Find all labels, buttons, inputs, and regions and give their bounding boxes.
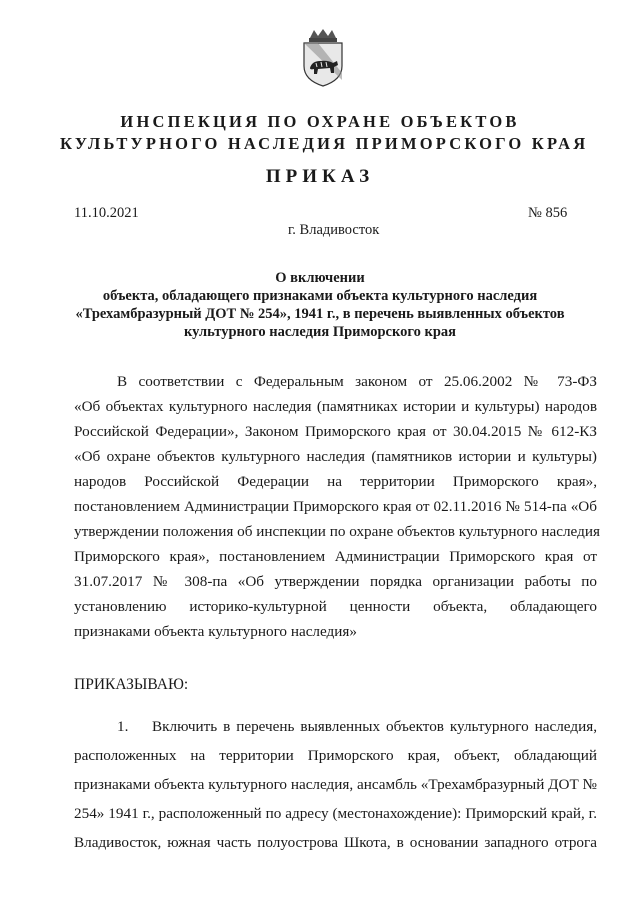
preamble-line: «Об охране объектов культурного наследия (памятников истории и культуры) [74, 448, 597, 465]
preamble-line: утверждении положения об инспекции по охране объектов культурного наследия [74, 523, 600, 540]
preamble-line: установлению историко-культурной ценности объекта, обладающего [74, 598, 597, 615]
preamble-line: признаками объекта культурного наследия» [74, 623, 357, 640]
organization-name-line-1: ИНСПЕКЦИЯ ПО ОХРАНЕ ОБЪЕКТОВ [120, 112, 520, 131]
preamble-line: 31.07.2017 № 308-па «Об утверждении порядка организации работы по [74, 573, 597, 590]
order-title-line: культурного наследия Приморского края [184, 324, 456, 340]
item-number: 1. [117, 718, 129, 735]
preamble-line: Приморского края», постановлением Администрации Приморского края от [74, 548, 597, 565]
item-line: 254» 1941 г., расположенный по адресу (местонахождение): Приморский край, г. [74, 805, 597, 822]
document-city: г. Владивосток [288, 222, 380, 238]
document-type: ПРИКАЗ [265, 166, 375, 187]
preamble-line: «Об объектах культурного наследия (памятниках истории и культуры) народов [74, 398, 597, 415]
preamble-line: В соответствии с Федеральным законом от 25.06.2002 № 73-ФЗ [117, 373, 597, 390]
document-date: 11.10.2021 [74, 205, 139, 221]
item-line: расположенных на территории Приморского края, объект, обладающий [74, 747, 597, 764]
preamble-line: народов Российской Федерации на территории Приморского края», [74, 473, 597, 490]
document-number: № 856 [528, 205, 568, 221]
item-line: признаками объекта культурного наследия, ансамбль «Трехамбразурный ДОТ № [74, 776, 598, 793]
order-title-line: «Трехамбразурный ДОТ № 254», 1941 г., в перечень выявленных объектов [75, 306, 565, 322]
item-line: Владивосток, южная часть полуострова Шкота, в основании западного отрога [74, 834, 597, 851]
item-line: Включить в перечень выявленных объектов культурного наследия, [152, 718, 597, 735]
order-title-line: объекта, обладающего признаками объекта культурного наследия [102, 288, 538, 304]
order-title-line: О включении [275, 270, 365, 286]
coat-of-arms-icon [298, 28, 348, 88]
preamble-line: постановлением Администрации Приморского края от 02.11.2016 № 514-па «Об [74, 498, 597, 515]
order-directive-word: ПРИКАЗЫВАЮ: [74, 676, 189, 693]
preamble-line: Российской Федерации», Законом Приморского края от 30.04.2015 № 612-КЗ [74, 423, 597, 440]
organization-name-line-2: КУЛЬТУРНОГО НАСЛЕДИЯ ПРИМОРСКОГО КРАЯ [60, 134, 589, 153]
